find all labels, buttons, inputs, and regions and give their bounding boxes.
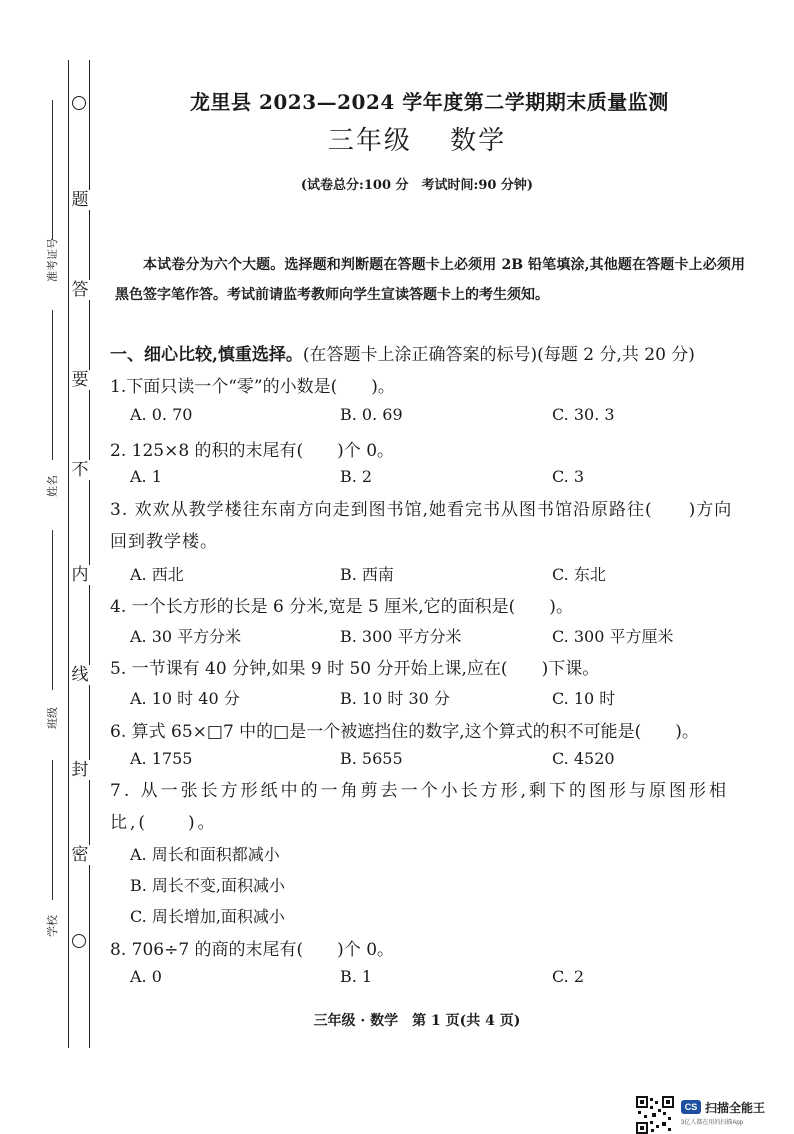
- scanner-tagline: 3亿人都在用的扫描App: [681, 1120, 744, 1126]
- exam-info: (试卷总分:100 分 考试时间:90 分钟): [300, 178, 534, 193]
- option-a[interactable]: A. 10 时 40 分: [130, 689, 240, 708]
- option-c[interactable]: C. 2: [552, 967, 585, 986]
- binding-hole-top: [72, 96, 86, 110]
- margin-char-6: 线: [71, 665, 89, 685]
- margin-char-1: 题: [71, 190, 89, 210]
- question-8: 8. 706÷7 的商的末尾有( )个 0。: [110, 940, 395, 960]
- margin-line-outer: [68, 60, 69, 1048]
- margin-char-5: 内: [71, 565, 89, 585]
- option-b[interactable]: B. 5655: [340, 749, 403, 768]
- option-a[interactable]: A. 西北: [130, 565, 184, 584]
- option-c[interactable]: C. 4520: [552, 749, 615, 768]
- option-b[interactable]: B. 1: [340, 967, 373, 986]
- grade-subject: [0, 120, 794, 157]
- option-a[interactable]: A. 0: [130, 967, 162, 986]
- section-instruction: (在答题卡上涂正确答案的标号)(每题 2 分,共 20 分): [302, 345, 695, 365]
- option-b[interactable]: B. 0. 69: [340, 405, 403, 424]
- option-a[interactable]: A. 1755: [130, 749, 193, 768]
- exam-title: 龙里县 2023—2024 学年度第二学期期末质量监测: [190, 90, 669, 114]
- section-heading: [110, 340, 695, 365]
- option-b[interactable]: B. 300 平方分米: [340, 627, 462, 646]
- question-7: 7. 从一张长方形纸中的一角剪去一个小长方形,剩下的图形与原图形相比,( )。: [110, 781, 730, 833]
- option-c[interactable]: C. 300 平方厘米: [552, 627, 674, 646]
- margin-char-4: 不: [71, 460, 89, 480]
- option-c[interactable]: C. 10 时: [552, 689, 616, 708]
- subject-label: 数学: [450, 126, 507, 156]
- option-b[interactable]: B. 2: [340, 467, 373, 486]
- question-3: 3. 欢欢从教学楼往东南方向走到图书馆,她看完书从图书馆沿原路往( )方向回到教学楼。: [110, 500, 733, 552]
- label-exam-number: 准考证号: [46, 238, 59, 282]
- option-c[interactable]: C. 3: [552, 467, 585, 486]
- option-b[interactable]: B. 10 时 30 分: [340, 689, 450, 708]
- question-5: 5. 一节课有 40 分钟,如果 9 时 50 分开始上课,应在( )下课。: [110, 659, 600, 679]
- question-7-option-a[interactable]: A. 周长和面积都减小: [130, 845, 280, 864]
- margin-char-8: 密: [71, 845, 89, 865]
- label-school: 学校: [46, 915, 59, 937]
- question-1: 1.下面只读一个“零”的小数是( )。: [110, 377, 395, 397]
- section-title: 一、细心比较,慎重选择。: [110, 345, 303, 365]
- label-class: 班级: [46, 707, 59, 729]
- question-6: 6. 算式 65×□7 中的□是一个被遮挡住的数字,这个算式的积不可能是( )。: [110, 722, 699, 742]
- option-a[interactable]: A. 30 平方分米: [130, 627, 242, 646]
- margin-char-2: 答: [71, 280, 89, 300]
- question-7-option-c[interactable]: C. 周长增加,面积减小: [130, 907, 285, 926]
- option-b[interactable]: B. 西南: [340, 565, 394, 584]
- class-blank[interactable]: [52, 530, 54, 690]
- label-name: 姓名: [46, 475, 59, 497]
- question-4: 4. 一个长方形的长是 6 分米,宽是 5 厘米,它的面积是( )。: [110, 597, 573, 617]
- page-footer: 三年级 · 数学 第 1 页(共 4 页): [313, 1013, 521, 1029]
- option-a[interactable]: A. 1: [130, 467, 162, 486]
- binding-hole-bottom: [72, 934, 86, 948]
- question-2: 2. 125×8 的积的末尾有( )个 0。: [110, 441, 395, 461]
- margin-char-3: 要: [71, 370, 89, 390]
- scanner-app-name: 扫描全能王: [705, 1101, 766, 1115]
- grade-label: 三年级: [327, 126, 412, 156]
- school-blank[interactable]: [52, 760, 54, 900]
- exam-notice: 本试卷分为六个大题。选择题和判断题在答题卡上必须用 2B 铅笔填涂,其他题在答题卡上必须用黑色签字笔作答。考试前请监考教师向学生宣读答题卡上的考生须知。: [115, 257, 745, 303]
- camscanner-logo-icon: CS: [681, 1100, 701, 1114]
- qr-code-icon: [636, 1096, 674, 1134]
- option-c[interactable]: C. 30. 3: [552, 405, 615, 424]
- option-c[interactable]: C. 东北: [552, 565, 606, 584]
- name-blank[interactable]: [52, 310, 54, 460]
- question-7-option-b[interactable]: B. 周长不变,面积减小: [130, 876, 286, 895]
- option-a[interactable]: A. 0. 70: [130, 405, 193, 424]
- margin-char-7: 封: [71, 760, 89, 780]
